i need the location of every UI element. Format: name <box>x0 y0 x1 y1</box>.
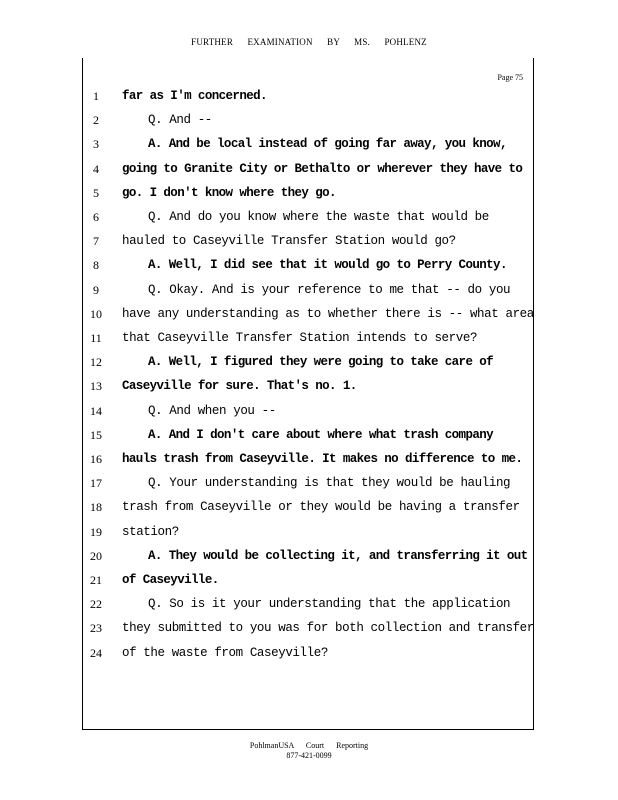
transcript-line <box>82 253 534 277</box>
line-number: 14 <box>90 403 102 418</box>
line-text: they submitted to you was for both collection and transfer <box>122 621 534 636</box>
transcript-line <box>82 399 534 423</box>
line-text: go. I don't know where they go. <box>122 185 336 200</box>
transcript-line <box>82 108 534 132</box>
transcript-line <box>82 302 534 326</box>
transcript-line <box>82 641 534 665</box>
page-header: FURTHER EXAMINATION BY MS. POHLENZ <box>191 37 427 47</box>
line-number: 5 <box>93 185 99 200</box>
line-number: 22 <box>90 597 102 612</box>
line-text: trash from Caseyville or they would be having a transfer <box>122 500 520 515</box>
transcript-line <box>82 471 534 495</box>
line-text: A. And I don't care about where what trash company <box>148 427 494 442</box>
transcript-line <box>82 181 534 205</box>
line-text: A. Well, I did see that it would go to Perry County. <box>148 258 507 273</box>
line-number: 7 <box>93 234 99 249</box>
line-number: 19 <box>90 524 102 539</box>
line-text: Q. And do you know where the waste that would be <box>148 210 489 224</box>
line-number: 6 <box>93 210 99 224</box>
line-number: 20 <box>90 548 102 563</box>
line-number: 9 <box>93 282 99 297</box>
line-text: station? <box>122 524 179 539</box>
transcript-line <box>82 592 534 616</box>
transcript-line <box>82 84 534 108</box>
line-text: of the waste from Caseyville? <box>122 645 328 660</box>
transcript-line <box>82 544 534 568</box>
line-number: 11 <box>90 331 102 345</box>
line-number: 13 <box>90 379 102 394</box>
footer-phone: 877-421-0099 <box>286 751 332 760</box>
line-text: Q. Your understanding is that they would be hauling <box>148 476 511 491</box>
line-number: 1 <box>93 89 99 103</box>
line-text: A. And be local instead of going far away, you know, <box>148 137 507 152</box>
transcript-line <box>82 205 534 229</box>
line-number: 15 <box>90 427 102 442</box>
line-number: 8 <box>93 258 99 273</box>
line-number: 4 <box>93 161 99 176</box>
line-number: 18 <box>90 500 102 515</box>
transcript-line <box>82 132 534 156</box>
line-text: A. They would be collecting it, and transferring it out <box>148 548 528 563</box>
transcript-line <box>82 616 534 640</box>
transcript-line <box>82 350 534 374</box>
transcript-line <box>82 447 534 471</box>
line-text: that Caseyville Transfer Station intends to serve? <box>122 331 478 345</box>
line-text: Q. And -- <box>148 113 212 128</box>
page-footer <box>0 741 618 761</box>
line-text: Q. So is it your understanding that the application <box>148 597 511 612</box>
transcript-line <box>82 495 534 519</box>
line-number: 2 <box>93 113 99 128</box>
line-number: 21 <box>90 573 102 587</box>
line-text: have any understanding as to whether there is -- what area <box>122 306 534 321</box>
line-text: hauls trash from Caseyville. It makes no difference to me. <box>122 452 523 466</box>
transcript-line <box>82 229 534 253</box>
line-text: Q. And when you -- <box>148 403 276 418</box>
line-text: Caseyville for sure. That's no. 1. <box>122 379 357 394</box>
line-number: 17 <box>90 476 102 491</box>
footer-company: PohlmanUSA Court Reporting <box>249 741 369 750</box>
line-number: 12 <box>90 355 102 370</box>
transcript-line <box>82 326 534 350</box>
line-text: hauled to Caseyville Transfer Station would go? <box>122 234 456 249</box>
page-number: Page 75 <box>497 73 523 82</box>
transcript-line <box>82 423 534 447</box>
transcript-line <box>82 520 534 544</box>
transcript-line <box>82 374 534 398</box>
line-text: far as I'm concerned. <box>122 89 267 103</box>
line-number: 23 <box>90 621 102 636</box>
line-number: 24 <box>90 645 102 660</box>
transcript-line <box>82 568 534 592</box>
line-text: of Caseyville. <box>122 573 219 587</box>
line-text: going to Granite City or Bethalto or wherever they have to <box>122 161 523 176</box>
transcript-line <box>82 278 534 302</box>
line-number: 10 <box>90 306 102 321</box>
line-number: 16 <box>90 452 102 466</box>
transcript-line <box>82 157 534 181</box>
line-number: 3 <box>93 137 99 152</box>
line-text: Q. Okay. And is your reference to me that -- do you <box>148 282 511 297</box>
line-text: A. Well, I figured they were going to take care of <box>148 355 494 370</box>
